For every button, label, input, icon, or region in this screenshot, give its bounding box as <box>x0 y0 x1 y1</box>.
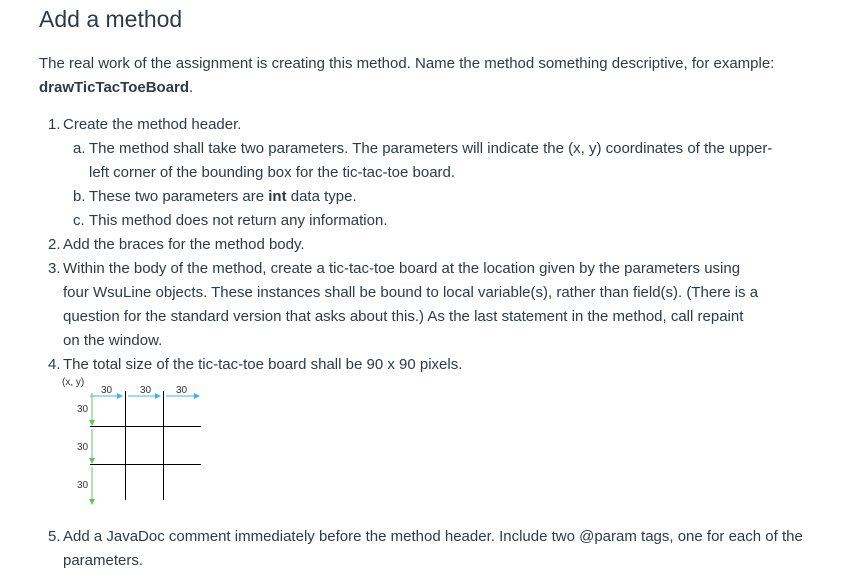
step-1 <box>39 113 819 137</box>
step-2 <box>39 233 819 257</box>
step-1c <box>39 209 819 233</box>
step-text: Within the body of the method, create a tic-tac-toe board at the location given by the parameters using four WsuLine objects. These instances shall be bound to local variable(s), rather than field(s). (There is a question for the standard version that asks about this.) As the last statement in the method, call repaint on the window. <box>63 260 759 349</box>
tic-tac-toe-diagram <box>59 373 229 508</box>
intro-paragraph <box>39 52 799 100</box>
step-5 <box>39 525 819 573</box>
step-1a <box>39 137 779 185</box>
step-1b <box>39 185 819 209</box>
step-text: Add a JavaDoc comment immediately before the method header. Include two @param tags, one for each of the parameters. <box>63 528 803 569</box>
board-figure <box>59 373 229 508</box>
substep-text: These two parameters are <box>89 188 269 205</box>
page-title: Add a method <box>39 6 183 32</box>
substep-text: This method does not return any information. <box>89 212 388 229</box>
step-number: 3. <box>48 260 61 277</box>
step-text: Add the braces for the method body. <box>63 236 305 253</box>
step-5-row <box>39 525 819 573</box>
intro-text: The real work of the assignment is creating this method. Name the method something descriptive, for example: <box>39 55 775 72</box>
board-grid-lines <box>90 391 201 500</box>
steps-list <box>39 113 819 377</box>
side-label-1: 30 <box>77 404 89 415</box>
step-number: 5. <box>48 528 61 545</box>
substep-label: b. <box>73 188 86 205</box>
top-label-1: 30 <box>101 385 113 396</box>
step-3 <box>39 257 763 353</box>
intro-text-end: . <box>189 79 194 96</box>
side-label-3: 30 <box>77 480 89 491</box>
origin-label: (x, y) <box>62 377 85 388</box>
step-number: 1. <box>48 116 61 133</box>
step-number: 2. <box>48 236 61 253</box>
substep-text-end: data type. <box>286 188 357 205</box>
top-label-2: 30 <box>140 385 152 396</box>
step-number: 4. <box>48 356 61 373</box>
substep-label: c. <box>73 212 85 229</box>
step-text: The total size of the tic-tac-toe board shall be 90 x 90 pixels. <box>63 356 463 373</box>
step-text: Create the method header. <box>63 116 242 133</box>
top-label-3: 30 <box>176 385 188 396</box>
method-name-example: drawTicTacToeBoard <box>39 79 190 96</box>
side-label-2: 30 <box>77 442 89 453</box>
substep-label: a. <box>73 140 86 157</box>
int-keyword: int <box>268 188 287 205</box>
substep-text: The method shall take two parameters. The parameters will indicate the (x, y) coordinates of the upper-left corner of the bounding box for the tic-tac-toe board. <box>89 140 773 181</box>
